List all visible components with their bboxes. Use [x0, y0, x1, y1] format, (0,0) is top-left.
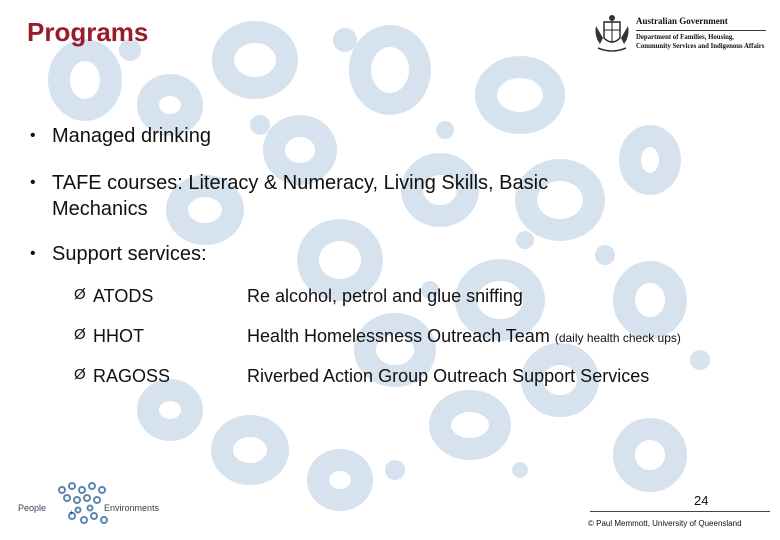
arrow-bullet-icon: Ø: [74, 326, 86, 343]
service-code: RAGOSS: [93, 366, 171, 386]
service-code: ATODS: [93, 286, 154, 306]
bullet-text: Managed drinking: [52, 125, 211, 147]
department-name-line1: Department of Families, Housing,: [636, 34, 734, 41]
bullet-text-line2: Mechanics: [52, 198, 148, 220]
logo-environments-text: Environments: [104, 503, 160, 513]
bullet-glyph: •: [30, 245, 36, 262]
arrow-bullet-icon: Ø: [74, 366, 86, 383]
service-description: Riverbed Action Group Outreach Support Services: [247, 366, 650, 386]
logo-people-text: People: [18, 503, 47, 513]
logo-plus-text: +: [69, 508, 74, 517]
department-name-line2: Community Services and Indigenous Affairs: [636, 43, 765, 50]
bullet-text-line1: TAFE courses: Literacy & Numeracy, Living Skills, Basic: [52, 172, 549, 194]
bullet-text: Support services:: [52, 243, 207, 265]
service-note: (daily health check ups): [554, 331, 681, 345]
page-number: 24: [694, 493, 709, 508]
copyright-text: © Paul Memmott, University of Queensland: [588, 519, 742, 528]
service-code: HHOT: [93, 326, 144, 346]
coat-of-arms-icon: [592, 12, 632, 58]
service-description-wrap: [247, 326, 681, 347]
slide-title: Programs: [27, 17, 149, 47]
service-description: Re alcohol, petrol and glue sniffing: [247, 286, 523, 306]
bullet-glyph: •: [30, 127, 36, 144]
australian-government-logo: [592, 10, 772, 64]
bullet-glyph: •: [30, 174, 36, 191]
logo-divider: [636, 30, 766, 31]
arrow-bullet-icon: Ø: [74, 286, 86, 303]
service-description: Health Homelessness Outreach Team: [247, 326, 550, 346]
government-name: Australian Government: [636, 16, 728, 26]
footer-divider: [590, 511, 770, 512]
people-environments-logo: [14, 478, 174, 528]
